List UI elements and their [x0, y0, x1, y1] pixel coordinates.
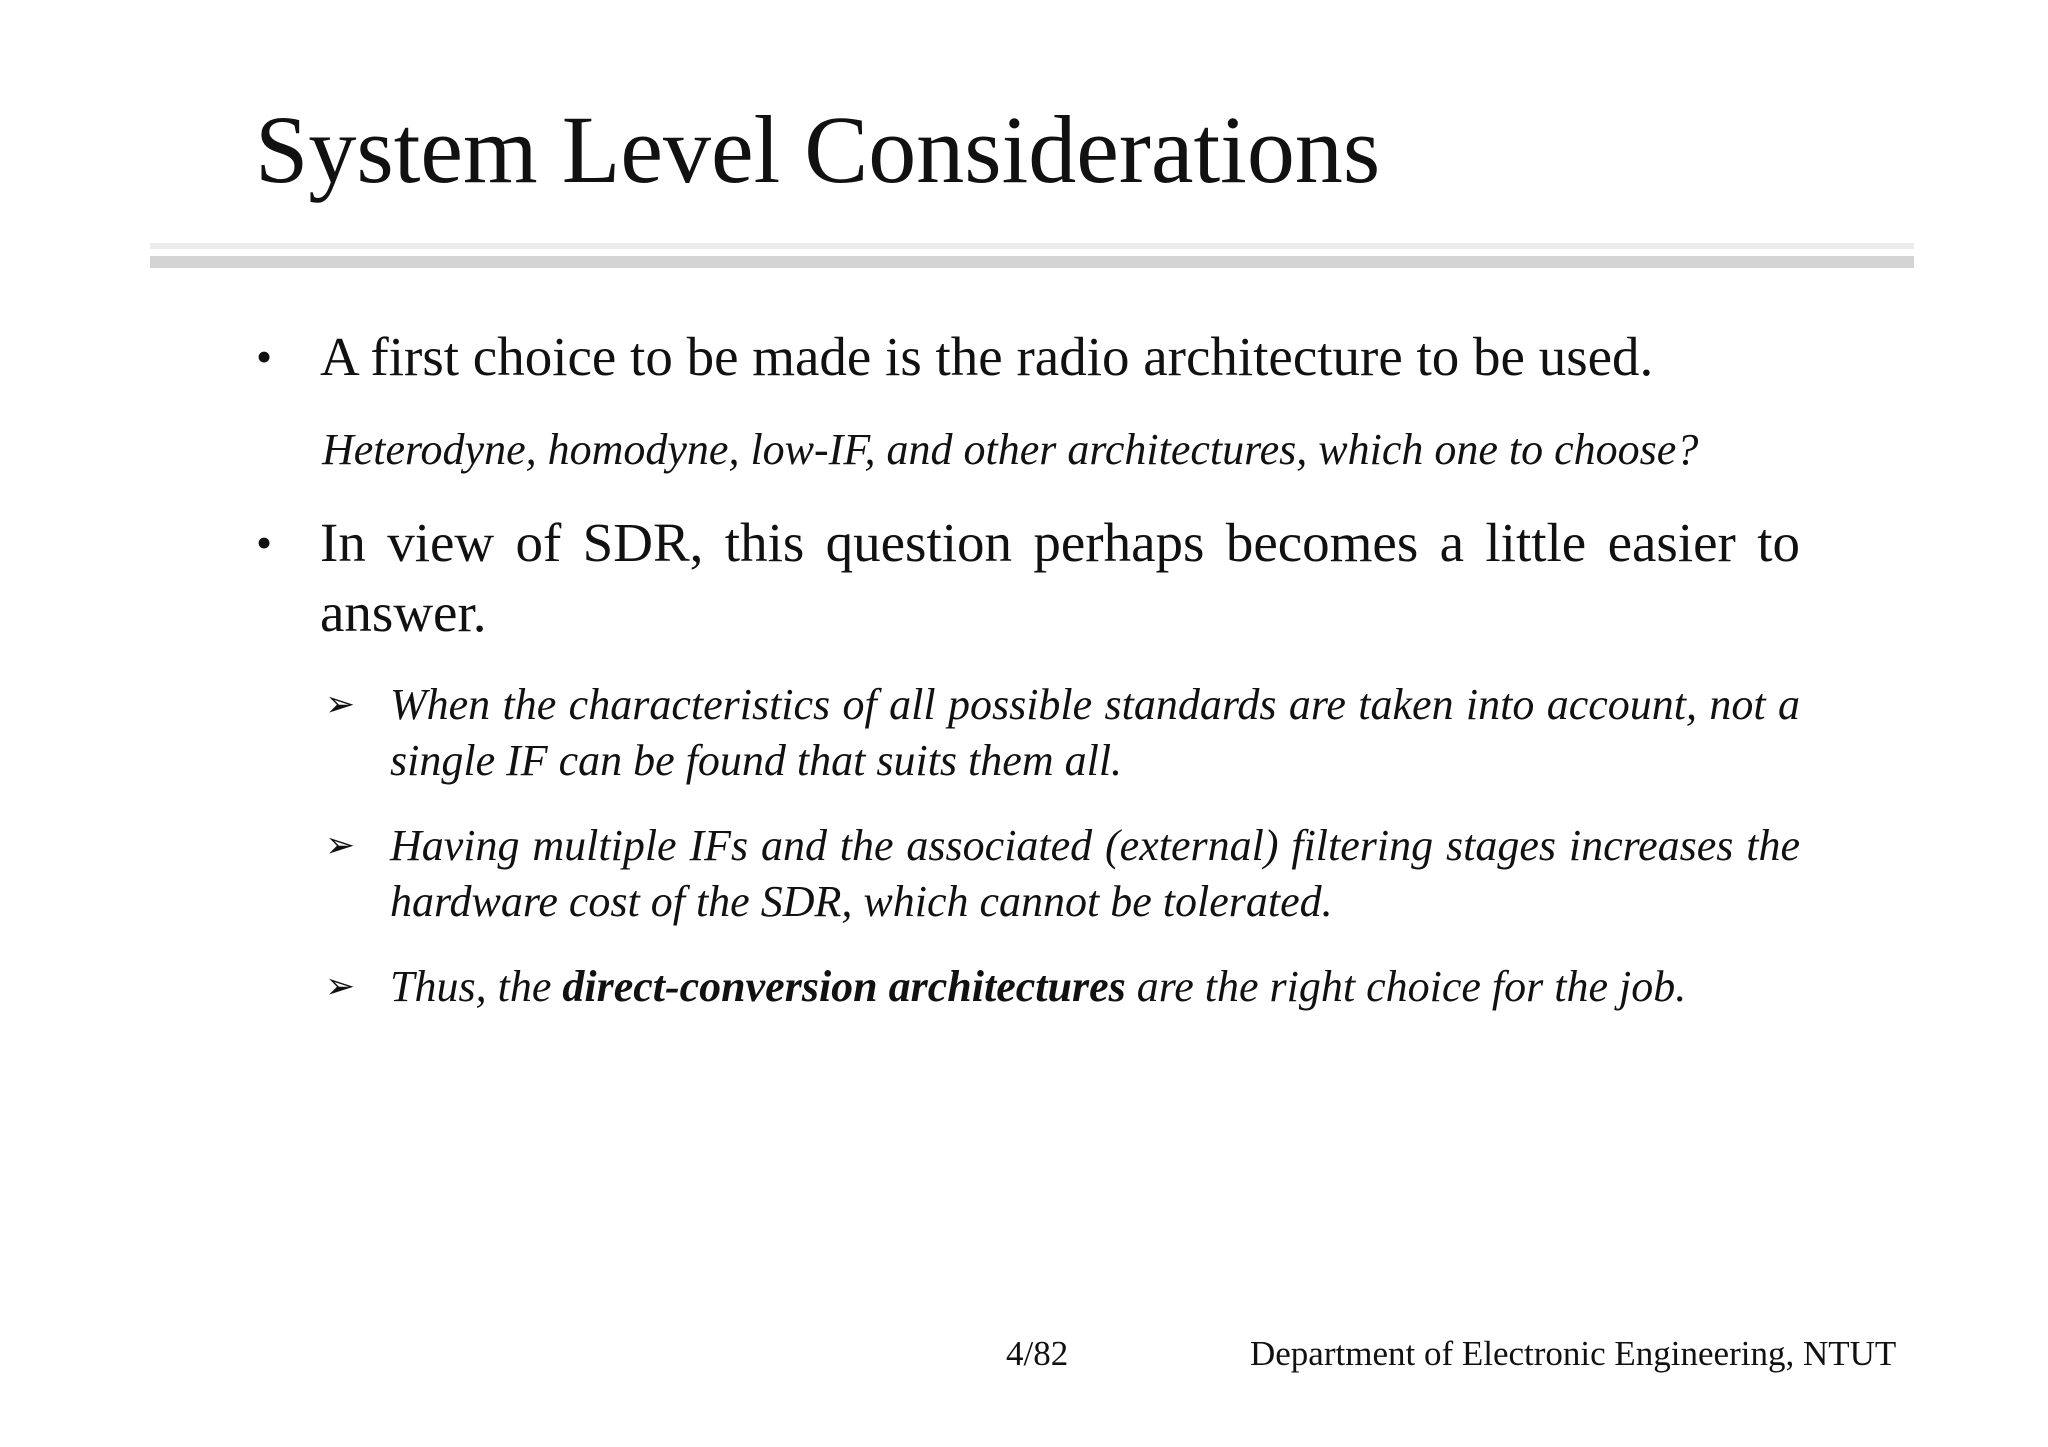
bullet-text-sdr: In view of SDR, this question perhaps becomes a little easier to answer. [320, 512, 1800, 643]
title-divider-thin [150, 243, 1914, 249]
sub-item-text-prefix: Thus, the [390, 962, 563, 1011]
bullet-text-architecture-choice: A first choice to be made is the radio architecture to be used. [320, 326, 1654, 387]
title-divider-thick [150, 256, 1914, 268]
footer-department: Department of Electronic Engineering, NTUT [1250, 1334, 1897, 1373]
bullet-marker: • [256, 517, 273, 568]
sub-item-text-suffix: are the right choice for the job. [1125, 962, 1687, 1011]
sub-item-text-multiple-ifs: Having multiple IFs and the associated (external) filtering stages increases the hardware cost of the SDR, which cannot be tolerated. [390, 821, 1800, 926]
slide-title: System Level Considerations [255, 96, 1381, 203]
bullet-marker: • [256, 331, 273, 382]
arrow-bullet-icon: ➢ [325, 825, 356, 866]
arrow-bullet-icon: ➢ [325, 684, 356, 725]
emphasis-direct-conversion: direct-conversion architectures [562, 962, 1126, 1011]
sub-item-text-direct-conversion [390, 959, 1840, 1015]
arrow-bullet-icon: ➢ [325, 966, 356, 1007]
page-number: 4/82 [1006, 1334, 1069, 1373]
bullet-note-architectures: Heterodyne, homodyne, low-IF, and other architectures, which one to choose? [322, 425, 1699, 474]
sub-item-text-standards: When the characteristics of all possible standards are taken into account, not a single IF can be found that suits them all. [390, 680, 1800, 785]
